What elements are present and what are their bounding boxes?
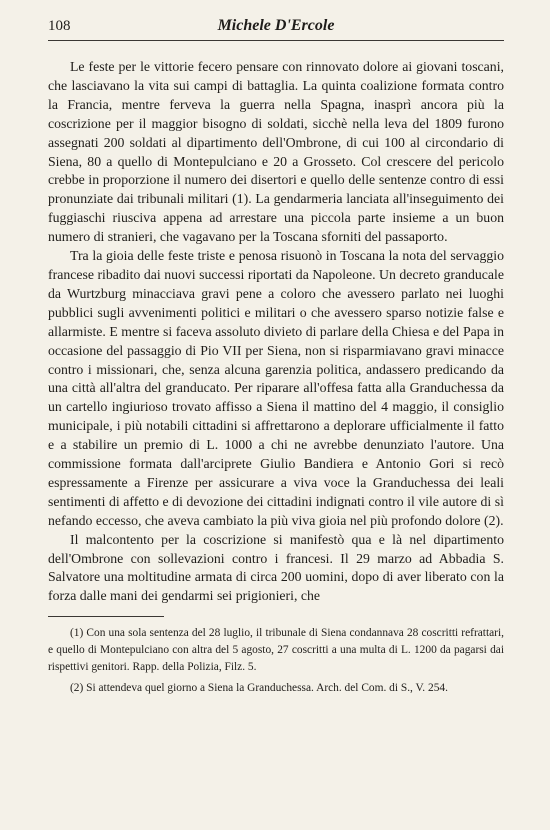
footnote: (1) Con una sola sentenza del 28 luglio, il tribunale di Siena condannava 28 coscritti refrattari, e quello di Montepulciano con altra del 5 agosto, 27 coscritti a una multa di L. 1200 da pagarsi dai rispettivi genitori. Rapp. della Polizia, Filz. 5. (48, 627, 504, 673)
paragraph: Le feste per le vittorie fecero pensare con rinnovato dolore ai giovani toscani, che lasciavano la vita sui campi di battaglia. La quinta coalizione formata contro la Francia, mentre ferveva la guerra nella Spagna, inasprì ancora più la coscrizione per il maggior bisogno di soldati, sicchè nella leva del 1809 furono assegnati 200 soldati al dipartimento dell'Ombrone, di cui 100 al circondario di Siena, 80 a quello di Montepulciano e 20 a Grosseto. Col crescere del pericolo crebbe in proporzione il numero dei disertori e quello delle sentenze contro di essi pronunziate dai tribunali militari (1). La gendarmeria lanciata all'inseguimento dei fuggiaschi riusciva appena ad arrestare una piccola parte insieme a un buon numero di stranieri, che vagavano per la Toscana sforniti del passaporto. (48, 59, 504, 245)
running-head: Michele D'Ercole (217, 17, 335, 34)
footnote: (2) Si attendeva quel giorno a Siena la Granduchessa. Arch. del Com. di S., V. 254. (70, 681, 448, 694)
paragraph: Il malcontento per la coscrizione si manifestò qua e là nel dipartimento dell'Ombrone con sollevazioni contro i francesi. Il 29 marzo ad Abbadia S. Salvatore una moltitudine armata di circa 200 uomini, dopo di aver liberato con la forza dalle mani dei gendarmi sei prigionieri, che (48, 531, 504, 604)
footnotes (48, 625, 504, 696)
main-text (48, 58, 504, 606)
page-number: 108 (48, 18, 71, 34)
footnote-divider (48, 616, 164, 617)
page-header (48, 14, 504, 41)
paragraph: Tra la gioia delle feste triste e penosa risuonò in Toscana la nota del servaggio francese ribadito dai nuovi successi riportati da Napoleone. Un decreto granducale da Wurtzburg minacciava gravi pene a coloro che avessero parlato nei luoghi pubblici sugli avvenimenti politici e militari o che avessero sparso notizie false e allarmiste. E mentre si faceva assoluto divieto di parlare della Chiesa e del Papa in occasione del passaggio di Pio VII per Siena, non si risparmiavano gravi minacce contro i missionari, che, senza alcuna garenzia politica, andassero predicando da una città all'altra del granducato. Per riparare all'offesa fatta alla Granduchessa da un cartello ingiurioso trovato affisso a Siena il mattino del 4 maggio, il consiglio municipale, i più notabili cittadini si affrettarono a deplorare ufficialmente il fatto e a stabilire un premio di L. 1000 a chi ne avrebbe denunziato l'autore. Una commissione formata dall'arciprete Giulio Bandiera e Antonio Gori si recò espressamente a Firenze per assicurare a viva voce la Granduchessa dei leali sentimenti di affetto e di devozione dei cittadini indignati contro il vile autore di sì nefando eccesso, che aveva cambiato la più viva gioia nel più profondo dolore (2). (48, 248, 504, 528)
